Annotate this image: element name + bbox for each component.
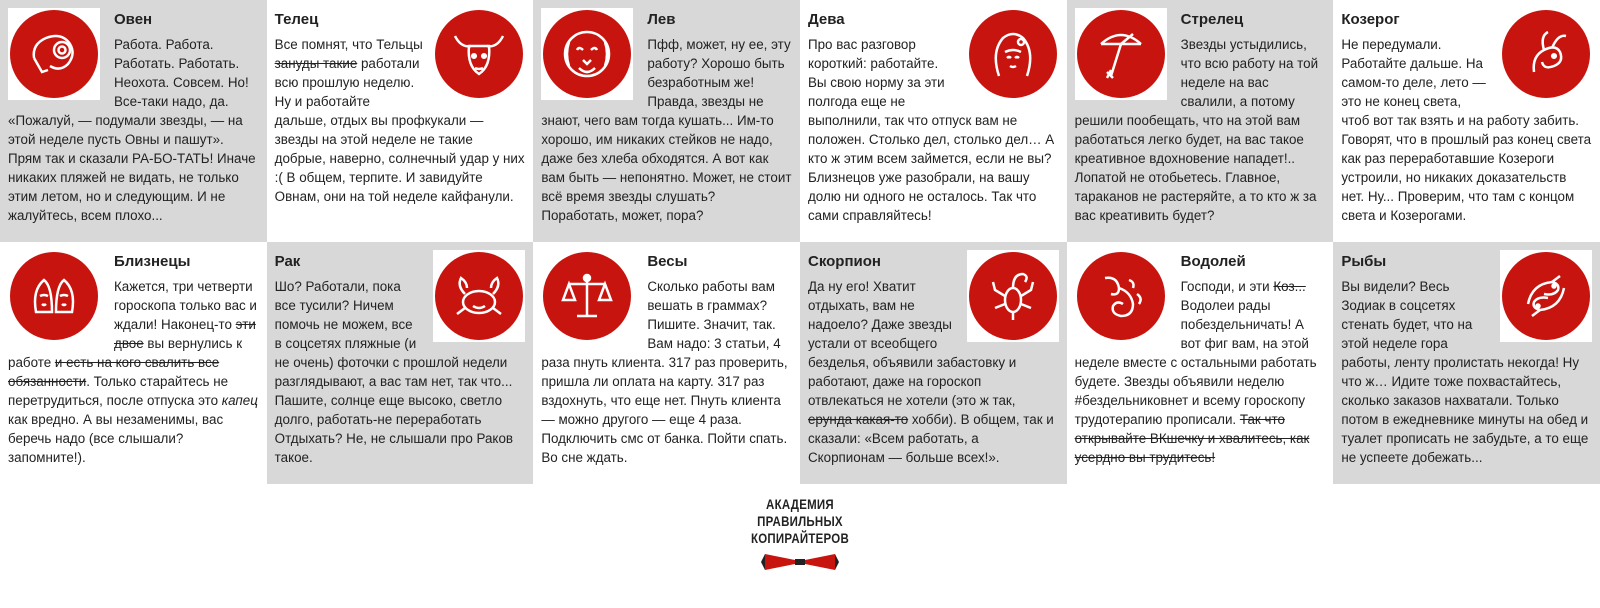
cancer-crab-icon <box>433 250 525 342</box>
horoscope-text: Да ну его! Хватит отдыхать, вам не надоело? Даже звезды устали от всеобщего безделья, объявили забастовку и работают, даже на гороскоп отвлекаться не хотели (это ж так, ерунда какая-то хобби). В общем, так и сказали: «Всем работать, а Скорпионам — больше всех!». <box>807 279 1054 465</box>
horoscope-text: Господи, и эти Коз... Водолеи рады побездельничать! А вот фиг вам, на этой неделе вместе с остальными работать будете. Звезды объявили неделю #бездельниковнет и всему гороскопу трудотерапию прописали. Так что открывайте ВКшечку и хвалитесь, как усердно вы трудитесь! <box>1074 279 1317 465</box>
horoscope-text: Вы видели? Весь Зодиак в соцсетях стенать будет, что на этой неделе гора работы, ленту пролистать некогда! Ну что ж… Идите тоже похвастайтесь, сколько заказов нахватали. Только потом в ежедневнике минуты на обед и туалет прописать не забудьте, а то еще не успеете добежать... <box>1341 279 1589 465</box>
capricorn-goat-icon <box>1500 8 1592 100</box>
horoscope-text: Шо? Работали, пока все тусили? Ничем помочь не можем, все в соцсетях пляжные (и не очень) фоточки с прошлой недели разглядывают, а вас там нет, так что... Пашите, солнце еще высоко, светло долго, работать-не переработать Отдыхать? Не, не слышали про Раков такое. <box>274 279 513 465</box>
horoscope-card-taurus <box>267 0 534 242</box>
sagittarius-bow-icon <box>1075 8 1167 100</box>
virgo-maiden-icon <box>967 8 1059 100</box>
horoscope-text: Все помнят, что Тельцы зануды такие работали всю прошлую неделю. Ну и работайте дальше, отдых вы профкукали — звезды на этой неделе не такие добрые, наверно, солнечный удар у них :( В общем, терпите. И завидуйте Овнам, они на той неделе кайфанули. <box>274 37 525 204</box>
sign-title: Козерог <box>1341 11 1400 28</box>
horoscope-text: Работа. Работа. Работать. Работать. Неохота. Совсем. Но! Все-таки надо, да. «Пожалуй, — подумали звезды, — на этой неделе пусть Овны и пашут». Прям так и сказали РА-БО-ТАТЬ! Иначе никаких пляжей не видать, не только этим летом, но и следующим. И не жалуйтесь, всем плохо... <box>8 37 256 223</box>
logo-line-3: КОПИРАЙТЕРОВ <box>751 530 849 546</box>
libra-scales-icon <box>541 250 633 342</box>
horoscope-card-aries <box>0 0 267 242</box>
horoscope-card-leo <box>533 0 800 242</box>
horoscope-card-aquarius <box>1067 242 1334 484</box>
horoscope-card-gemini <box>0 242 267 484</box>
horoscope-card-virgo <box>800 0 1067 242</box>
horoscope-card-scorpio <box>800 242 1067 484</box>
horoscope-card-sagittarius <box>1067 0 1334 242</box>
horoscope-text: Пфф, может, ну ее, эту работу? Хорошо быть безработным же! Правда, звезды не знают, чего вам тогда кушать... Им-то хорошо, им никаких стейков не надо, даже без хлеба обходятся. А вот как вам быть — непонятно. Может, не стоит всё время звезды слушать? Поработать, может, пора? <box>541 37 792 223</box>
horoscope-text: Про вас разговор короткий: работайте. Вы свою норму за эти полгода еще не выполнили, так что отпуск вам не положен. Столько дел, столько дел… А кто ж этим всем займется, если не вы? Близнецов уже разобрали, на вашу долю ни одного не осталось. Так что сами справляйтесь! <box>807 37 1055 223</box>
academy-logo <box>740 496 860 596</box>
pisces-fish-icon <box>1500 250 1592 342</box>
sign-title: Рак <box>274 253 301 270</box>
sign-title: Водолей <box>1180 253 1246 270</box>
taurus-bull-icon <box>433 8 525 100</box>
sign-title: Лев <box>647 11 676 28</box>
horoscope-card-pisces <box>1333 242 1600 484</box>
leo-lion-icon <box>541 8 633 100</box>
logo-line-2: ПРАВИЛЬНЫХ <box>757 513 843 529</box>
sign-title: Рыбы <box>1341 253 1387 270</box>
sign-title: Стрелец <box>1180 11 1244 28</box>
aquarius-water-icon <box>1075 250 1167 342</box>
scorpio-scorpion-icon <box>967 250 1059 342</box>
horoscope-card-capricorn <box>1333 0 1600 242</box>
horoscope-text: Звезды устыдились, что всю работу на той неделе на вас свалили, а потому решили пообещать, что на этой вам работаться легко будет, на вас такое креативное вдохновение нападет!.. Лопатой не отобьетесь. Главное, тараканов не растеряйте, а то кто ж за вас креативить будет? <box>1074 37 1319 223</box>
aries-ram-icon <box>8 8 100 100</box>
sign-title: Близнецы <box>114 253 191 270</box>
sign-title: Весы <box>647 253 688 270</box>
sign-title: Скорпион <box>807 253 881 270</box>
gemini-twins-icon <box>8 250 100 342</box>
sign-title: Дева <box>807 11 845 28</box>
horoscope-text: Кажется, три четверти гороскопа только вас и ждали! Наконец-то эти двое вы вернулись к работе и есть на кого свалить все обязанности. Только старайтесь не перетрудиться, после отпуска это капец как вредно. А вы незаменимы, вас беречь надо (все слышали? запомните!). <box>8 279 258 465</box>
horoscope-text: Не передумали. Работайте дальше. На самом-то деле, лето — это не конец света, чтоб вот так взять и на работу забить. Говорят, что в прошлый раз конец света как раз переработавшие Козероги устроили, но никаких доказательств нет. Ну... Проверим, что там с концом света и Козерогами. <box>1341 37 1592 223</box>
logo-line-1: АКАДЕМИЯ <box>766 496 834 512</box>
horoscope-card-cancer <box>267 242 534 484</box>
horoscope-text: Сколько работы вам вешать в граммах? Пишите. Значит, так. Вам надо: 3 статьи, 4 раза пнуть клиента. 317 раз проверить, пришла ли оплата на карту. 317 раз вздохнуть, что еще нет. Пнуть клиента — можно другого — еще 4 раза. Подключить смс от банка. Пойти спать. Во сне ждать. <box>541 279 788 465</box>
sign-title: Овен <box>114 11 153 28</box>
sign-title: Телец <box>274 11 319 28</box>
horoscope-card-libra <box>533 242 800 484</box>
pencil-bowtie-icon <box>761 551 839 573</box>
